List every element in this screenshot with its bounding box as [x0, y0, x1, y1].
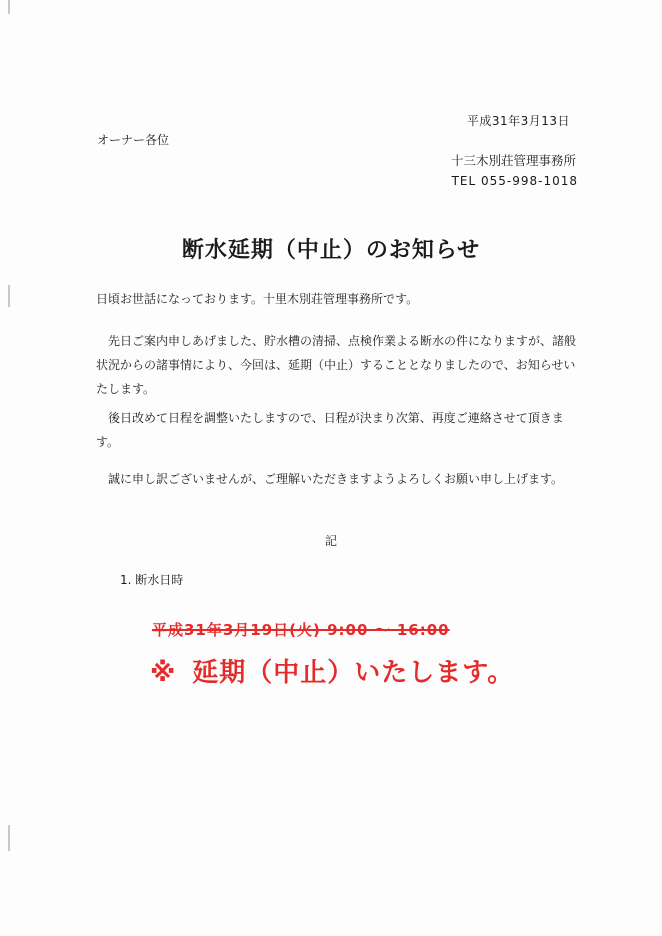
recipient: オーナー各位: [97, 133, 170, 147]
scan-edge-mark: [8, 285, 10, 307]
body-paragraph-reschedule: 後日改めて日程を調整いたしますので、日程が決まり次第、再度ご連絡させて頂きます。: [96, 411, 564, 449]
sender-name: 十三木別荘管理事務所: [450, 153, 576, 168]
sender-phone: TEL 055-998-1018: [451, 174, 578, 188]
reference-mark: ※: [150, 658, 177, 688]
body-paragraph-apology: 誠に申し訳ございませんが、ご理解いただきますようよろしくお願い申し上げます。: [108, 472, 564, 486]
ki-heading: 記: [324, 534, 337, 548]
body-paragraph-postponement: 先日ご案内申しあげました、貯水槽の清掃、点検作業よる断水の件になりますが、諸般状況からの諸事情により、今回は、延期（中止）することとなりましたので、お知らせいたします。: [96, 334, 577, 396]
postponement-notice: [150, 652, 514, 689]
document-date: 平成31年3月13日: [466, 114, 570, 128]
cancelled-schedule: 平成31年3月19日(火) 9:00 ～ 16:00: [152, 621, 450, 639]
scan-edge-mark: [8, 0, 10, 14]
postponement-notice-text: 延期（中止）いたします。: [192, 658, 515, 688]
scan-edge-mark: [8, 825, 10, 851]
greeting-paragraph: 日頃お世話になっております。十里木別荘管理事務所です。: [96, 292, 419, 306]
page-title: 断水延期（中止）のお知らせ: [181, 238, 481, 263]
outage-datetime-heading: 1. 断水日時: [120, 573, 184, 587]
